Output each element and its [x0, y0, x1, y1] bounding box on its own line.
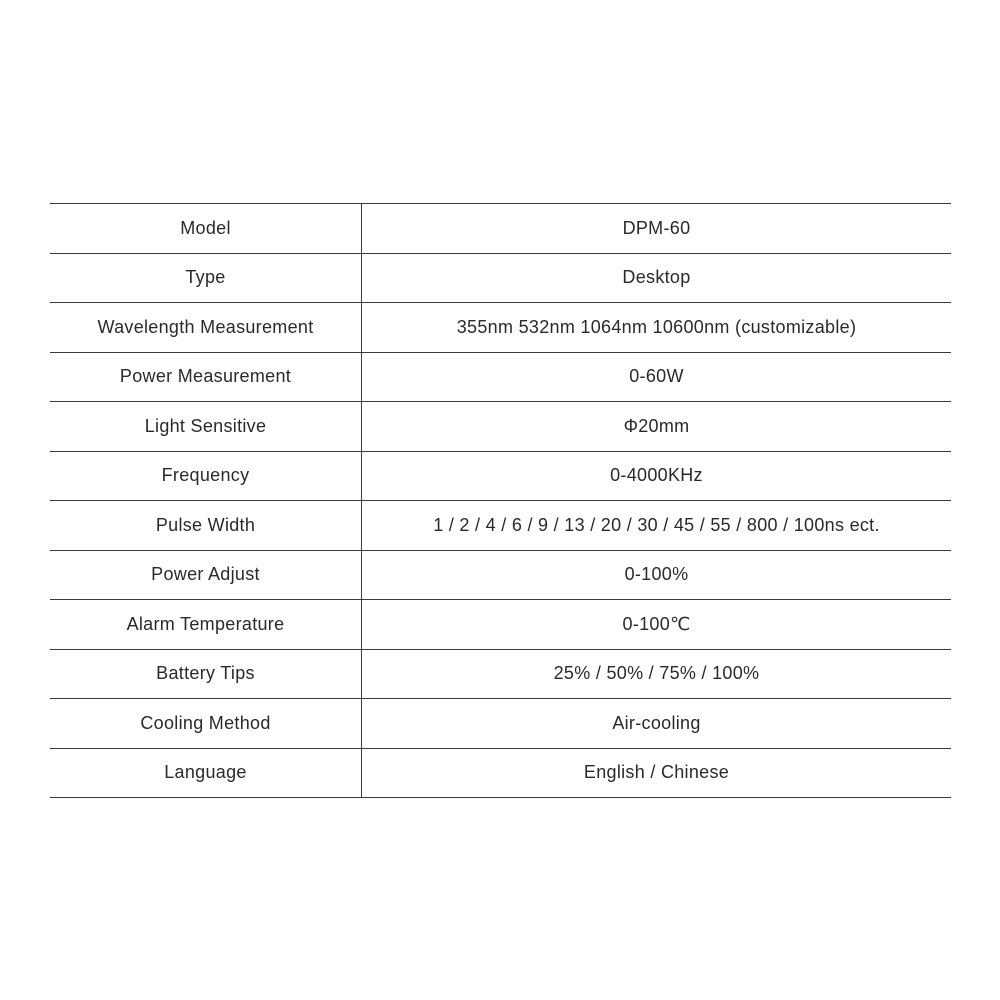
table-row-pulse-width [50, 501, 951, 551]
spec-label: Light Sensitive [50, 402, 362, 452]
spec-label: Cooling Method [50, 699, 362, 749]
spec-value: 25% / 50% / 75% / 100% [362, 649, 952, 699]
table-row-alarm-temperature [50, 600, 951, 650]
spec-value: 355nm 532nm 1064nm 10600nm (customizable) [362, 303, 952, 353]
table-row-wavelength [50, 303, 951, 353]
spec-value: 1 / 2 / 4 / 6 / 9 / 13 / 20 / 30 / 45 / 55 / 800 / 100ns ect. [362, 501, 952, 551]
table-row-light-sensitive [50, 402, 951, 452]
spec-label: Alarm Temperature [50, 600, 362, 650]
spec-value: Φ20mm [362, 402, 952, 452]
spec-value: DPM-60 [362, 204, 952, 254]
spec-table-body [50, 204, 951, 798]
spec-label: Language [50, 748, 362, 798]
spec-label: Frequency [50, 451, 362, 501]
spec-value: Desktop [362, 253, 952, 303]
spec-label: Model [50, 204, 362, 254]
spec-label: Power Measurement [50, 352, 362, 402]
spec-value: 0-100℃ [362, 600, 952, 650]
spec-value: 0-100% [362, 550, 952, 600]
table-row-power-adjust [50, 550, 951, 600]
table-row-model [50, 204, 951, 254]
spec-label: Wavelength Measurement [50, 303, 362, 353]
table-row-battery-tips [50, 649, 951, 699]
table-row-cooling-method [50, 699, 951, 749]
spec-label: Power Adjust [50, 550, 362, 600]
spec-label: Type [50, 253, 362, 303]
table-row-frequency [50, 451, 951, 501]
spec-label: Pulse Width [50, 501, 362, 551]
spec-value: 0-4000KHz [362, 451, 952, 501]
spec-value: 0-60W [362, 352, 952, 402]
spec-value: English / Chinese [362, 748, 952, 798]
table-row-type [50, 253, 951, 303]
spec-value: Air-cooling [362, 699, 952, 749]
table-row-power-measurement [50, 352, 951, 402]
table-row-language [50, 748, 951, 798]
spec-table [50, 203, 951, 798]
spec-label: Battery Tips [50, 649, 362, 699]
